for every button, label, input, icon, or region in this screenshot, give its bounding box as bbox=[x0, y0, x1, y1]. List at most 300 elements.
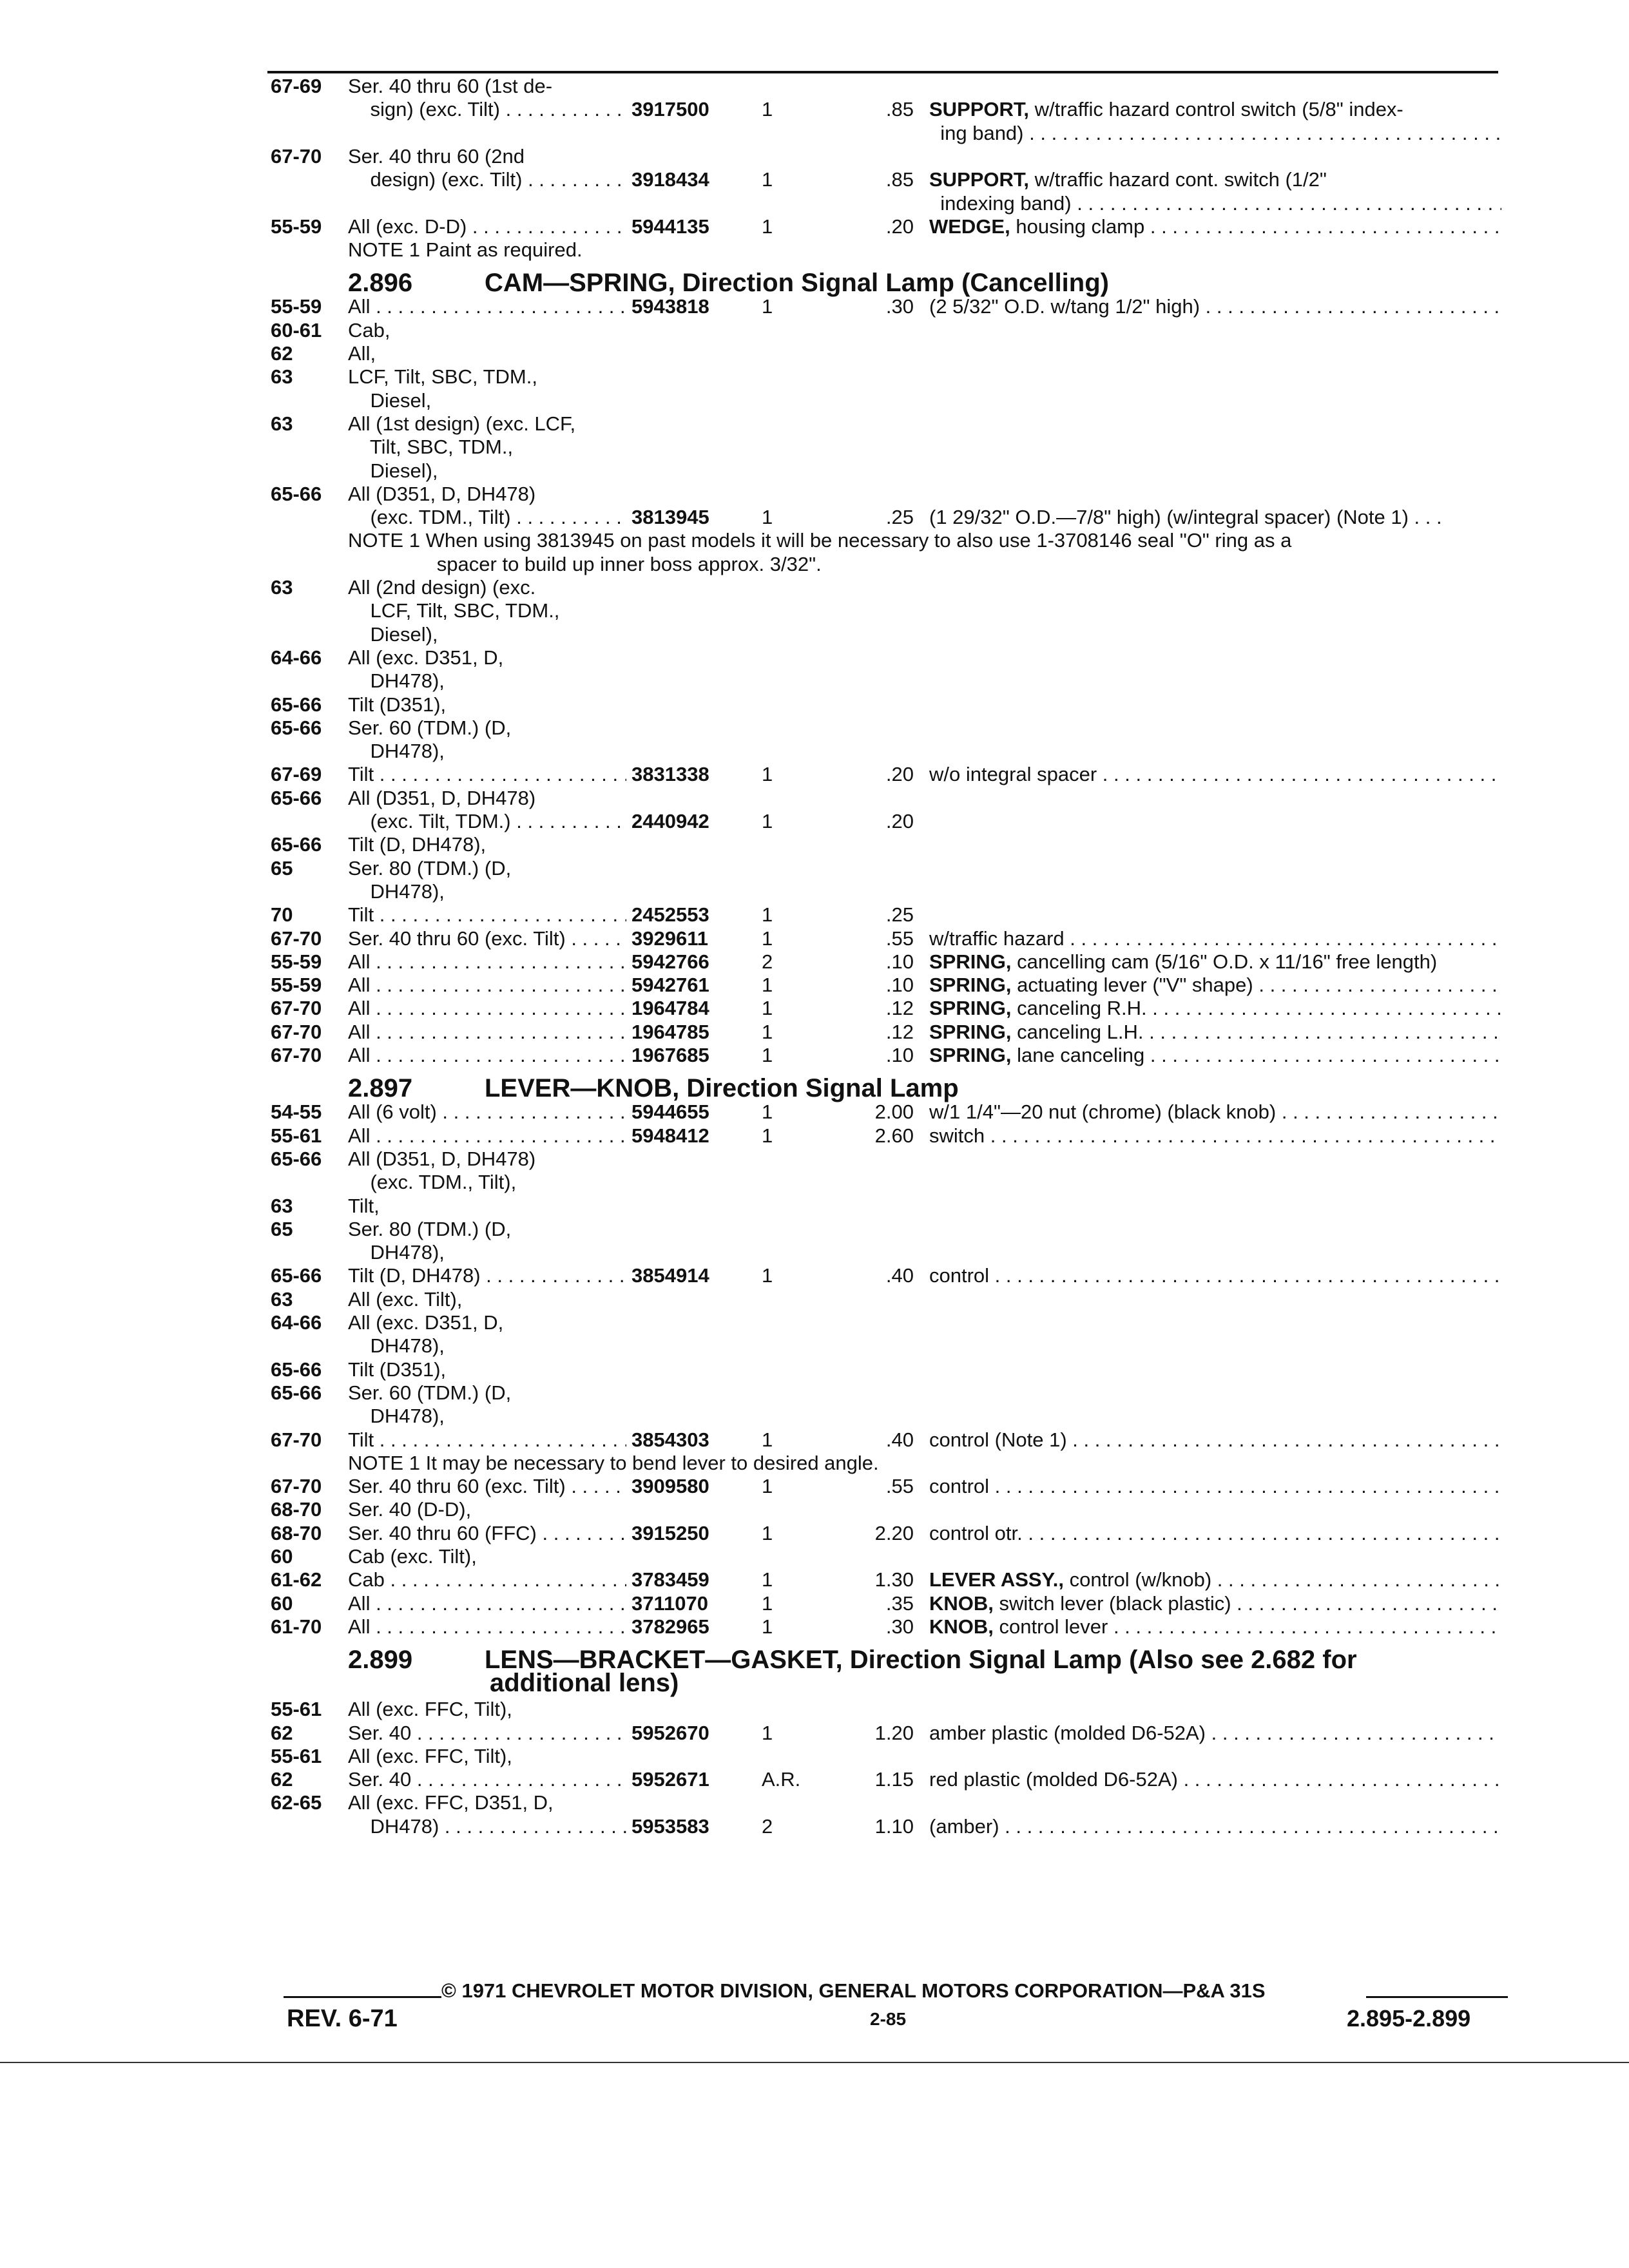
part-detail: control otr. bbox=[929, 1521, 1023, 1544]
list-price: .10 bbox=[885, 950, 914, 973]
application: Ser. 40 thru 60 (FFC) . . . bbox=[348, 1522, 626, 1545]
parts-row bbox=[0, 1218, 1629, 1241]
section-number: 2.896 bbox=[348, 269, 413, 298]
part-detail: amber plastic (molded D6-52A) bbox=[929, 1721, 1206, 1744]
application: Tilt (D, DH478), bbox=[348, 833, 487, 856]
application: LCF, Tilt, SBC, TDM., bbox=[348, 365, 537, 389]
footer-rule-left bbox=[284, 1996, 441, 1998]
part-number: 5942761 bbox=[631, 974, 709, 997]
model-years: 60-61 bbox=[271, 318, 322, 341]
quantity: 1 bbox=[762, 1100, 773, 1124]
model-years: 55-59 bbox=[271, 950, 322, 973]
parts-row bbox=[0, 1498, 1629, 1521]
quantity: 1 bbox=[762, 1264, 773, 1287]
part-detail: (amber) bbox=[929, 1814, 999, 1838]
part-detail: switch lever (black plastic) bbox=[993, 1591, 1231, 1615]
parts-row bbox=[0, 1148, 1629, 1171]
parts-row bbox=[0, 1195, 1629, 1218]
part-number: 5952670 bbox=[631, 1721, 709, 1744]
part-number: 3711070 bbox=[631, 1591, 708, 1615]
model-years: 68-70 bbox=[271, 1498, 322, 1521]
model-years: 65-66 bbox=[271, 482, 322, 505]
parts-row bbox=[0, 646, 1629, 669]
part-number: 3917500 bbox=[631, 98, 709, 121]
parts-row bbox=[0, 997, 1629, 1020]
model-years: 65 bbox=[271, 1217, 293, 1240]
list-price: .55 bbox=[885, 1475, 914, 1498]
part-number: 3854914 bbox=[631, 1264, 709, 1287]
quantity: 1 bbox=[762, 763, 773, 786]
parts-row bbox=[0, 483, 1629, 506]
part-detail: control (w/knob) bbox=[1064, 1568, 1212, 1591]
model-years: 60 bbox=[271, 1591, 293, 1615]
part-number: 5942766 bbox=[631, 950, 709, 973]
application: All (1st design) (exc. LCF, bbox=[348, 412, 576, 435]
parts-row bbox=[0, 98, 1629, 121]
note-row bbox=[0, 1452, 1629, 1475]
model-years: 67-69 bbox=[271, 763, 322, 786]
section-title: CAM—SPRING, Direction Signal Lamp (Cancelling) bbox=[485, 269, 1109, 298]
model-years: 70 bbox=[271, 903, 293, 927]
part-number: 3854303 bbox=[631, 1428, 709, 1451]
application: sign) (exc. Tilt) . . . bbox=[348, 98, 626, 121]
application: design) (exc. Tilt) . . . bbox=[348, 168, 626, 191]
list-price: .35 bbox=[885, 1591, 914, 1615]
quantity: 1 bbox=[762, 974, 773, 997]
note-row bbox=[0, 529, 1629, 552]
list-price: 2.20 bbox=[874, 1521, 914, 1544]
application: All . . . bbox=[348, 1124, 626, 1148]
application: All . . . bbox=[348, 974, 626, 997]
application: All (2nd design) (exc. bbox=[348, 576, 536, 599]
list-price: 1.20 bbox=[874, 1721, 914, 1744]
parts-row bbox=[0, 459, 1629, 483]
part-detail: lane canceling bbox=[1011, 1044, 1145, 1066]
parts-row bbox=[0, 319, 1629, 342]
part-number: 1967685 bbox=[631, 1044, 709, 1066]
part-name: SUPPORT, bbox=[929, 98, 1030, 121]
list-price: .85 bbox=[885, 98, 914, 121]
list-price: .40 bbox=[885, 1428, 914, 1451]
application: DH478) . . . bbox=[348, 1815, 626, 1838]
model-years: 68-70 bbox=[271, 1521, 322, 1544]
model-years: 62 bbox=[271, 1721, 293, 1744]
section-number: 2.899 bbox=[348, 1646, 413, 1675]
parts-row bbox=[0, 1334, 1629, 1358]
parts-row bbox=[0, 1100, 1629, 1124]
footer-page-number: 2-85 bbox=[870, 2009, 907, 2029]
parts-row bbox=[0, 168, 1629, 191]
quantity: 1 bbox=[762, 997, 773, 1020]
parts-row bbox=[0, 506, 1629, 529]
parts-row bbox=[0, 623, 1629, 646]
parts-row bbox=[0, 1021, 1629, 1044]
quantity: 1 bbox=[762, 1591, 773, 1615]
part-detail: w/traffic hazard bbox=[929, 927, 1065, 950]
part-detail: indexing band) bbox=[929, 191, 1072, 215]
model-years: 65 bbox=[271, 856, 293, 879]
parts-row bbox=[0, 1768, 1629, 1791]
list-price: 1.15 bbox=[874, 1768, 914, 1791]
top-rule bbox=[267, 71, 1498, 73]
model-years: 54-55 bbox=[271, 1100, 322, 1124]
application: (exc. TDM., Tilt) . . . bbox=[348, 506, 626, 529]
quantity: 1 bbox=[762, 98, 773, 121]
parts-row bbox=[0, 1044, 1629, 1067]
model-years: 55-59 bbox=[271, 295, 322, 318]
quantity: 2 bbox=[762, 1814, 773, 1838]
application: All . . . bbox=[348, 1592, 626, 1615]
part-number: 3782965 bbox=[631, 1615, 709, 1638]
note-row bbox=[0, 553, 1629, 576]
list-price: 2.60 bbox=[874, 1124, 914, 1147]
part-description bbox=[929, 997, 1501, 1020]
list-price: .10 bbox=[885, 1044, 914, 1066]
part-description bbox=[929, 1100, 1501, 1124]
model-years: 64-66 bbox=[271, 1311, 322, 1334]
parts-row bbox=[0, 145, 1629, 168]
footer-rule-right bbox=[1366, 1996, 1508, 1998]
parts-row bbox=[0, 576, 1629, 599]
list-price: .10 bbox=[885, 974, 914, 997]
application: All . . . bbox=[348, 997, 626, 1020]
application: DH478), bbox=[348, 879, 445, 903]
part-number: 3783459 bbox=[631, 1568, 709, 1591]
list-price: .85 bbox=[885, 168, 914, 191]
model-years: 67-70 bbox=[271, 1020, 322, 1043]
parts-row bbox=[0, 810, 1629, 833]
parts-row bbox=[0, 1311, 1629, 1334]
application: Cab . . . bbox=[348, 1568, 626, 1591]
part-detail: red plastic (molded D6-52A) bbox=[929, 1768, 1178, 1791]
model-years: 65-66 bbox=[271, 786, 322, 809]
quantity: 1 bbox=[762, 1721, 773, 1744]
part-number: 5943818 bbox=[631, 295, 709, 318]
part-description bbox=[929, 927, 1501, 950]
parts-row bbox=[0, 1288, 1629, 1311]
parts-row bbox=[0, 833, 1629, 856]
parts-row bbox=[0, 950, 1629, 974]
parts-row bbox=[0, 1568, 1629, 1591]
part-description bbox=[929, 1615, 1501, 1639]
section-title: LENS—BRACKET—GASKET, Direction Signal Lamp (Also see 2.682 for bbox=[485, 1646, 1357, 1675]
quantity: 2 bbox=[762, 950, 773, 973]
application: DH478), bbox=[348, 740, 445, 763]
application: All (exc. D351, D, bbox=[348, 646, 504, 669]
parts-row bbox=[0, 669, 1629, 693]
model-years: 65-66 bbox=[271, 1264, 322, 1287]
list-price: 1.30 bbox=[874, 1568, 914, 1591]
parts-row bbox=[0, 1545, 1629, 1568]
part-description bbox=[929, 950, 1501, 974]
application: Tilt (D351), bbox=[348, 693, 447, 716]
part-detail: w/traffic hazard cont. switch (1/2" bbox=[1029, 168, 1327, 191]
application: Ser. 40 thru 60 (exc. Tilt) . . . bbox=[348, 927, 626, 950]
model-years: 67-70 bbox=[271, 1475, 322, 1498]
quantity: 1 bbox=[762, 1521, 773, 1544]
model-years: 62-65 bbox=[271, 1791, 322, 1814]
part-description bbox=[929, 295, 1501, 318]
model-years: 63 bbox=[271, 412, 293, 435]
parts-row bbox=[0, 389, 1629, 412]
part-description bbox=[929, 122, 1501, 145]
model-years: 62 bbox=[271, 342, 293, 365]
part-name: SPRING, bbox=[929, 1044, 1012, 1066]
part-number: 5944655 bbox=[631, 1100, 709, 1124]
application: Ser. 40 (D-D), bbox=[348, 1498, 472, 1521]
application: Ser. 40 . . . bbox=[348, 1768, 626, 1791]
list-price: .25 bbox=[885, 506, 914, 529]
quantity: 1 bbox=[762, 1044, 773, 1066]
part-detail: control lever bbox=[993, 1615, 1108, 1638]
section-title: LEVER—KNOB, Direction Signal Lamp bbox=[485, 1074, 959, 1103]
part-name: SPRING, bbox=[929, 1020, 1012, 1043]
application: Ser. 60 (TDM.) (D, bbox=[348, 1381, 512, 1404]
part-detail: w/o integral spacer bbox=[929, 763, 1097, 786]
application: LCF, Tilt, SBC, TDM., bbox=[348, 599, 560, 622]
part-number: 5953583 bbox=[631, 1814, 709, 1838]
part-description bbox=[929, 974, 1501, 997]
parts-row bbox=[0, 1124, 1629, 1148]
part-name: SPRING, bbox=[929, 997, 1012, 1020]
application: All (exc. FFC, Tilt), bbox=[348, 1744, 512, 1767]
part-detail: canceling L.H. bbox=[1011, 1020, 1144, 1043]
part-number: 3918434 bbox=[631, 168, 709, 191]
list-price: .30 bbox=[885, 295, 914, 318]
part-detail: switch bbox=[929, 1124, 985, 1147]
parts-row bbox=[0, 1171, 1629, 1194]
quantity: 1 bbox=[762, 1475, 773, 1498]
application: All (exc. Tilt), bbox=[348, 1287, 463, 1311]
part-name: LEVER ASSY., bbox=[929, 1568, 1065, 1591]
part-number: 2440942 bbox=[631, 810, 709, 832]
list-price: 2.00 bbox=[874, 1100, 914, 1124]
part-description bbox=[929, 1568, 1501, 1591]
part-name: SUPPORT, bbox=[929, 168, 1030, 191]
application: Tilt, SBC, TDM., bbox=[348, 436, 514, 459]
part-number: 3813945 bbox=[631, 506, 709, 529]
model-years: 60 bbox=[271, 1545, 293, 1568]
parts-row bbox=[0, 740, 1629, 763]
part-number: 3909580 bbox=[631, 1475, 709, 1498]
parts-row bbox=[0, 75, 1629, 98]
part-detail: control bbox=[929, 1264, 990, 1287]
parts-row bbox=[0, 1791, 1629, 1814]
model-years: 65-66 bbox=[271, 1381, 322, 1404]
application: DH478), bbox=[348, 669, 445, 693]
parts-row bbox=[0, 693, 1629, 716]
part-description bbox=[929, 168, 1501, 191]
part-name: SPRING, bbox=[929, 950, 1012, 973]
part-name: KNOB, bbox=[929, 1615, 994, 1638]
quantity: 1 bbox=[762, 1615, 773, 1638]
part-description bbox=[929, 1522, 1501, 1545]
application: Tilt . . . bbox=[348, 1428, 626, 1452]
part-description bbox=[929, 1592, 1501, 1615]
model-years: 67-70 bbox=[271, 927, 322, 950]
application: (exc. Tilt, TDM.) . . . bbox=[348, 810, 626, 833]
part-number: 5948412 bbox=[631, 1124, 709, 1147]
part-description bbox=[929, 506, 1501, 529]
note-text: NOTE 1 It may be necessary to bend lever to desired angle. bbox=[348, 1451, 879, 1474]
application: All (D351, D, DH478) bbox=[348, 786, 536, 809]
part-description bbox=[929, 215, 1501, 238]
quantity: 1 bbox=[762, 903, 773, 927]
part-description bbox=[929, 1768, 1501, 1791]
parts-row bbox=[0, 1381, 1629, 1405]
part-description bbox=[929, 1124, 1501, 1148]
parts-row bbox=[0, 1358, 1629, 1381]
list-price: .20 bbox=[885, 763, 914, 786]
part-number: 5952671 bbox=[631, 1768, 709, 1791]
application: Tilt, bbox=[348, 1194, 380, 1217]
quantity: 1 bbox=[762, 1428, 773, 1451]
parts-row bbox=[0, 927, 1629, 950]
list-price: .20 bbox=[885, 810, 914, 832]
list-price: .25 bbox=[885, 903, 914, 927]
application: All . . . bbox=[348, 950, 626, 974]
application: DH478), bbox=[348, 1405, 445, 1428]
model-years: 65-66 bbox=[271, 1147, 322, 1170]
model-years: 55-61 bbox=[271, 1698, 322, 1721]
application: Ser. 40 thru 60 (2nd bbox=[348, 144, 525, 168]
part-number: 1964785 bbox=[631, 1020, 709, 1043]
application: All, bbox=[348, 342, 376, 365]
application: Ser. 40 . . . bbox=[348, 1722, 626, 1745]
application: Ser. 60 (TDM.) (D, bbox=[348, 716, 512, 739]
quantity: 1 bbox=[762, 1568, 773, 1591]
model-years: 64-66 bbox=[271, 646, 322, 669]
model-years: 55-61 bbox=[271, 1744, 322, 1767]
part-detail: w/traffic hazard control switch (5/8" index- bbox=[1029, 98, 1403, 121]
parts-row bbox=[0, 342, 1629, 365]
application: Cab, bbox=[348, 318, 390, 341]
part-description bbox=[929, 1044, 1501, 1067]
application: Tilt (D351), bbox=[348, 1358, 447, 1381]
part-description bbox=[929, 1475, 1501, 1498]
part-description bbox=[929, 1815, 1501, 1838]
footer-section-range: 2.895-2.899 bbox=[1347, 2005, 1471, 2032]
quantity: 1 bbox=[762, 215, 773, 238]
application: All (exc. FFC, Tilt), bbox=[348, 1698, 512, 1721]
part-number: 2452553 bbox=[631, 903, 709, 927]
part-detail: control bbox=[929, 1475, 990, 1498]
section-number: 2.897 bbox=[348, 1074, 413, 1103]
model-years: 61-70 bbox=[271, 1615, 322, 1638]
parts-row bbox=[0, 857, 1629, 880]
list-price: .55 bbox=[885, 927, 914, 950]
part-description bbox=[929, 1264, 1501, 1287]
application: Ser. 80 (TDM.) (D, bbox=[348, 1217, 512, 1240]
parts-row bbox=[0, 1405, 1629, 1428]
application: Cab (exc. Tilt), bbox=[348, 1545, 477, 1568]
parts-row bbox=[0, 903, 1629, 927]
model-years: 63 bbox=[271, 1194, 293, 1217]
part-name: SPRING, bbox=[929, 974, 1012, 997]
parts-row bbox=[0, 215, 1629, 238]
application: Tilt (D, DH478) . . . bbox=[348, 1264, 626, 1287]
part-description bbox=[929, 763, 1501, 786]
model-years: 67-70 bbox=[271, 1044, 322, 1066]
part-description bbox=[929, 1428, 1501, 1452]
application: All (D351, D, DH478) bbox=[348, 482, 536, 505]
list-price: .20 bbox=[885, 215, 914, 238]
parts-row bbox=[0, 763, 1629, 786]
application: (exc. TDM., Tilt), bbox=[348, 1171, 517, 1194]
part-detail: ing band) bbox=[929, 121, 1024, 144]
part-detail: w/1 1/4"—20 nut (chrome) (black knob) bbox=[929, 1100, 1277, 1124]
section-title-continued: additional lens) bbox=[490, 1669, 679, 1698]
parts-row bbox=[0, 365, 1629, 389]
footer-revision: REV. 6-71 bbox=[287, 2005, 398, 2032]
parts-row bbox=[0, 412, 1629, 436]
quantity: 1 bbox=[762, 1020, 773, 1043]
part-name: KNOB, bbox=[929, 1591, 994, 1615]
application: All . . . bbox=[348, 1021, 626, 1044]
parts-row bbox=[0, 880, 1629, 903]
parts-row bbox=[0, 1241, 1629, 1264]
quantity: A.R. bbox=[762, 1768, 801, 1791]
bottom-rule bbox=[0, 2062, 1629, 2063]
application: All . . . bbox=[348, 295, 626, 318]
application: All (exc. D351, D, bbox=[348, 1311, 504, 1334]
model-years: 67-70 bbox=[271, 144, 322, 168]
application: All (6 volt) . . . bbox=[348, 1100, 626, 1124]
quantity: 1 bbox=[762, 927, 773, 950]
part-detail: cancelling cam (5/16" O.D. x 11/16" free length) bbox=[1011, 950, 1438, 973]
part-number: 1964784 bbox=[631, 997, 709, 1020]
list-price: .30 bbox=[885, 1615, 914, 1638]
parts-row bbox=[0, 1815, 1629, 1838]
model-years: 65-66 bbox=[271, 833, 322, 856]
note-row bbox=[0, 238, 1629, 262]
part-number: 3831338 bbox=[631, 763, 709, 786]
application: Ser. 40 thru 60 (exc. Tilt) . . . bbox=[348, 1475, 626, 1498]
list-price: 1.10 bbox=[874, 1814, 914, 1838]
note-text: NOTE 1 When using 3813945 on past models it will be necessary to also use 1-3708146 seal "O" ring as a bbox=[348, 529, 1292, 552]
part-detail: control (Note 1) bbox=[929, 1428, 1067, 1451]
parts-row bbox=[0, 192, 1629, 215]
parts-row bbox=[0, 1592, 1629, 1615]
section-heading-continued bbox=[0, 1668, 1629, 1702]
part-detail: (2 5/32" O.D. w/tang 1/2" high) bbox=[929, 295, 1200, 318]
model-years: 65-66 bbox=[271, 716, 322, 739]
parts-row bbox=[0, 436, 1629, 459]
part-name: WEDGE, bbox=[929, 215, 1010, 238]
part-description bbox=[929, 1722, 1501, 1745]
model-years: 63 bbox=[271, 365, 293, 389]
parts-row bbox=[0, 787, 1629, 810]
part-number: 5944135 bbox=[631, 215, 709, 238]
quantity: 1 bbox=[762, 295, 773, 318]
quantity: 1 bbox=[762, 810, 773, 832]
parts-row bbox=[0, 1722, 1629, 1745]
list-price: .40 bbox=[885, 1264, 914, 1287]
application: Ser. 80 (TDM.) (D, bbox=[348, 856, 512, 879]
part-description bbox=[929, 98, 1501, 121]
note-text: spacer to build up inner boss approx. 3/32". bbox=[348, 552, 822, 575]
model-years: 67-69 bbox=[271, 75, 322, 97]
model-years: 63 bbox=[271, 576, 293, 599]
application: All . . . bbox=[348, 1615, 626, 1639]
application: Ser. 40 thru 60 (1st de- bbox=[348, 75, 553, 97]
part-detail: housing clamp bbox=[1010, 215, 1145, 238]
parts-row bbox=[0, 1615, 1629, 1639]
parts-row bbox=[0, 716, 1629, 740]
parts-row bbox=[0, 974, 1629, 997]
parts-row bbox=[0, 1428, 1629, 1452]
parts-row bbox=[0, 1475, 1629, 1498]
